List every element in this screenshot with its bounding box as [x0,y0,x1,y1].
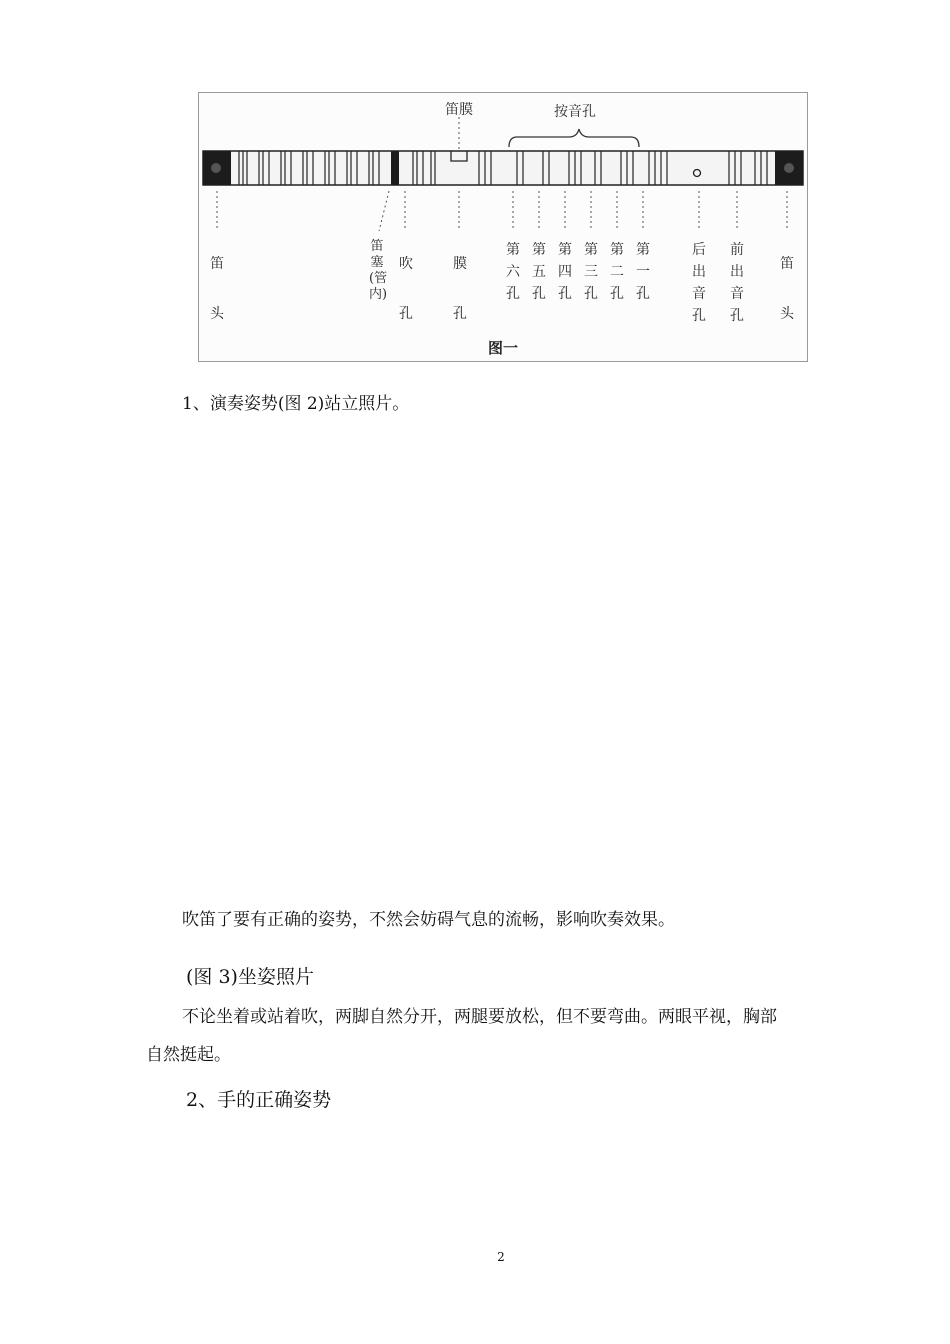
label-hole-5: 第五孔 [532,242,546,302]
label-membrane-top: 笛膜 [445,102,473,118]
label-hole-2: 第二孔 [610,242,624,302]
label-membrane-hole: 膜孔 [453,256,467,322]
label-hole-6: 第六孔 [506,242,520,302]
flute-drawing [199,93,807,361]
label-plug: 笛塞(管内) [369,239,388,302]
paragraph-standing-sitting-line2: 自然挺起。 [146,1045,231,1065]
figure-caption: 图一 [487,339,518,357]
label-blow-hole: 吹孔 [399,256,413,322]
flute-diagram [198,92,808,362]
label-hole-4: 第四孔 [558,242,572,302]
paragraph-sitting-photo: (图 3)坐姿照片 [186,966,314,988]
label-front-sound-hole: 前出音孔 [730,242,744,324]
paragraph-standing-sitting-line1: 不论坐着或站着吹，两脚自然分开，两腿要放松，但不要弯曲。两眼平视，胸部 [182,1007,777,1027]
label-finger-holes-top: 按音孔 [554,104,596,120]
label-hole-3: 第三孔 [584,242,598,302]
paragraph-correct-posture: 吹笛了要有正确的姿势，不然会妨碍气息的流畅，影响吹奏效果。 [182,910,675,930]
paragraph-performance-posture: 1、演奏姿势(图 2)站立照片。 [182,394,410,414]
label-rear-sound-hole: 后出音孔 [692,242,706,324]
label-head-left: 笛头 [210,256,224,322]
section-heading-hand-posture: 2、手的正确姿势 [186,1089,332,1111]
page-number: 2 [497,1250,505,1264]
label-head-right: 笛头 [780,256,794,322]
label-hole-1: 第一孔 [636,242,650,302]
